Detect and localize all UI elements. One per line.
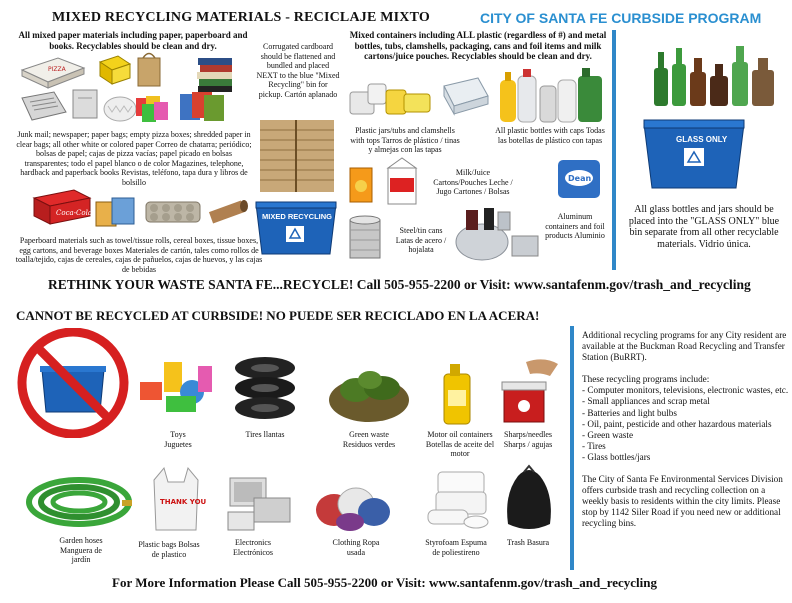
colored-paper-image xyxy=(134,92,170,124)
program-item: - Oil, paint, pesticide and other hazardous materials xyxy=(582,418,772,429)
steel-cans-label: Steel/tin cans Latas de acero / hojalata xyxy=(395,226,447,254)
info-divider xyxy=(570,326,574,570)
tires-label: Tires llantas xyxy=(245,430,285,439)
rethink-banner: RETHINK YOUR WASTE SANTA FE...RECYCLE! Call 505-955-2200 or Visit: www.santafenm.gov/trash_and_recycling xyxy=(48,277,751,292)
garden-hose-label: Garden hoses Manguera de jardín xyxy=(59,536,103,564)
magazines-image xyxy=(176,90,226,122)
top-divider xyxy=(612,30,616,270)
trash-label: Trash Basura xyxy=(506,538,550,547)
program-item: - Batteries and light bulbs xyxy=(582,407,677,418)
plastic-bags-label: Plastic bags Bolsas de plastico xyxy=(138,540,200,559)
cardboard-note: Corrugated cardboard should be flattened and bundled and placed NEXT to the blue "Mixed Recycling" bin for pickup. Cartón aplanado xyxy=(256,42,340,99)
glass-instructions: All glass bottles and jars should be placed into the "GLASS ONLY" blue bin separate from all other recyclable materials. Vidrio única. xyxy=(628,204,780,250)
toys-label: Toys Juguetes xyxy=(164,430,192,449)
program-item: - Small appliances and scrap metal xyxy=(582,396,710,407)
program-item: - Computer monitors, televisions, electronic wastes, etc. xyxy=(582,385,789,396)
paper-bag-image xyxy=(134,50,164,88)
plastic-bottles-label: All plastic bottles with caps Todas las botellas de plástico con tapas xyxy=(495,126,605,145)
city-program-title: CITY OF SANTA FE CURBSIDE PROGRAM xyxy=(480,10,762,26)
program-item: - Tires xyxy=(582,440,606,451)
glass-bottles-image xyxy=(646,40,782,110)
steel-can-image xyxy=(346,214,384,262)
envelope-image xyxy=(70,86,100,120)
program-item: - Green waste xyxy=(582,429,634,440)
clothing-image xyxy=(314,474,392,534)
styrofoam-label: Styrofoam Espuma de poliestireno xyxy=(425,538,487,557)
pizza-box-image xyxy=(18,54,88,90)
aluminum-image xyxy=(452,202,542,264)
program-item: - Glass bottles/jars xyxy=(582,451,651,462)
curbside-service-info: The City of Santa Fe Environmental Services Division offers curbside trash and recycling collection on a weekly basis to residents within the city limits. Please stop by 1142 Siler Road if you need new or additional recycling bins. xyxy=(582,474,783,529)
sharps-image xyxy=(500,356,562,426)
plastic-bag-image xyxy=(146,466,206,534)
motor-oil-image xyxy=(440,360,476,426)
juice-box-image xyxy=(346,162,376,206)
juice-pouch-image xyxy=(554,156,604,202)
sharps-label: Sharps/needles Sharps / agujas xyxy=(503,430,553,449)
plastic-jars-label: Plastic jars/tubs and clamshells with tops Tarros de plástico / tinas y almejas con las tapas xyxy=(350,126,460,154)
electronics-image xyxy=(224,468,296,534)
trash-bag-image xyxy=(502,464,556,534)
books-stack-image xyxy=(196,54,236,94)
no-bin-sign xyxy=(14,328,132,438)
paperboard-text: Paperboard materials such as towel/tissue rolls, cereal boxes, tissue boxes, egg cartons, and beverage boxes Materiales de cartón, tales como rollos de toalla/tejido, cajas de cereales, cajas de pañuelos, cajas de huevos, y las cajas de bebidas xyxy=(15,236,263,274)
containers-intro: Mixed containers including ALL plastic (regardless of #) and metal bottles, tubs, clamshells, packaging, cans and foil items and milk cartons/juice pouches. Recyclables should be clean and dry. xyxy=(349,30,607,61)
mixed-recycling-title: MIXED RECYCLING MATERIALS - RECICLAJE MIXTO xyxy=(52,10,430,25)
coke-box-image xyxy=(32,188,92,226)
aluminum-label: Aluminum containers and foil products Aluminio xyxy=(545,212,605,240)
programs-list-intro: These recycling programs include: xyxy=(582,374,710,385)
glass-only-bin xyxy=(642,118,746,190)
clothing-label: Clothing Ropa usada xyxy=(332,538,380,557)
svg-text:Coca-Cola: Coca-Cola xyxy=(56,209,92,217)
newspaper-image xyxy=(20,90,68,122)
svg-text:PIZZA: PIZZA xyxy=(48,66,66,73)
cereal-box-image xyxy=(96,52,132,86)
shredded-paper-image xyxy=(102,94,138,122)
green-waste-image xyxy=(326,360,412,424)
glass-bin-label: GLASS ONLY xyxy=(676,135,728,144)
egg-carton-image xyxy=(144,196,202,226)
milk-carton-image xyxy=(382,156,422,206)
mixed-bin-label: MIXED RECYCLING xyxy=(262,212,333,221)
electronics-label: Electronics Electrónicos xyxy=(233,538,273,557)
cardboard-bundle-image xyxy=(256,114,338,198)
garden-hose-image xyxy=(24,470,134,532)
toys-image xyxy=(136,352,216,418)
green-waste-label: Green waste Residuos verdes xyxy=(342,430,396,449)
cannot-recycle-title: CANNOT BE RECYCLED AT CURBSIDE! NO PUEDE SER RECICLADO EN LA ACERA! xyxy=(16,308,540,323)
clamshell-image xyxy=(438,72,492,122)
junk-mail-text: Junk mail; newspaper; paper bags; empty pizza boxes; shredded paper in clear bags; all other white or colored paper Correo de chatarra; periódico; bolsas de papel; cajas de pizza vacías; papel picado en bolsas transparentes; todo el papel blanco o de color Magazines, telephone, hardback and paperback books Revistas, teléfono, tapa dura y libros de bolsillo xyxy=(16,130,252,187)
additional-programs-info xyxy=(582,330,790,541)
bag-print-text: THANK YOU xyxy=(160,498,206,506)
footer-contact: For More Information Please Call 505-955-2200 or Visit: www.santafenm.gov/trash_and_recycling xyxy=(112,575,657,590)
boxes-image xyxy=(94,194,138,228)
plastic-tubs-image xyxy=(346,72,434,122)
motor-oil-label: Motor oil containers Botellas de aceite del motor xyxy=(425,430,495,458)
tube-roll-image xyxy=(206,198,250,226)
svg-text:Dean: Dean xyxy=(568,174,592,183)
milk-cartons-label: Milk/Juice Cartons/Pouches Leche / Jugo Cartones / Bolsas xyxy=(433,168,513,196)
burrt-intro: Additional recycling programs for any City resident are available at the Buckman Road Recycling and Transfer Station (BuRRT). xyxy=(582,330,787,363)
plastic-bottles-image xyxy=(496,66,606,124)
styrofoam-image xyxy=(424,468,496,534)
paper-intro: All mixed paper materials including paper, paperboard and books. Recyclables should be clean and dry. xyxy=(18,30,248,51)
mixed-recycling-bin xyxy=(254,200,338,256)
tires-image xyxy=(230,354,300,424)
